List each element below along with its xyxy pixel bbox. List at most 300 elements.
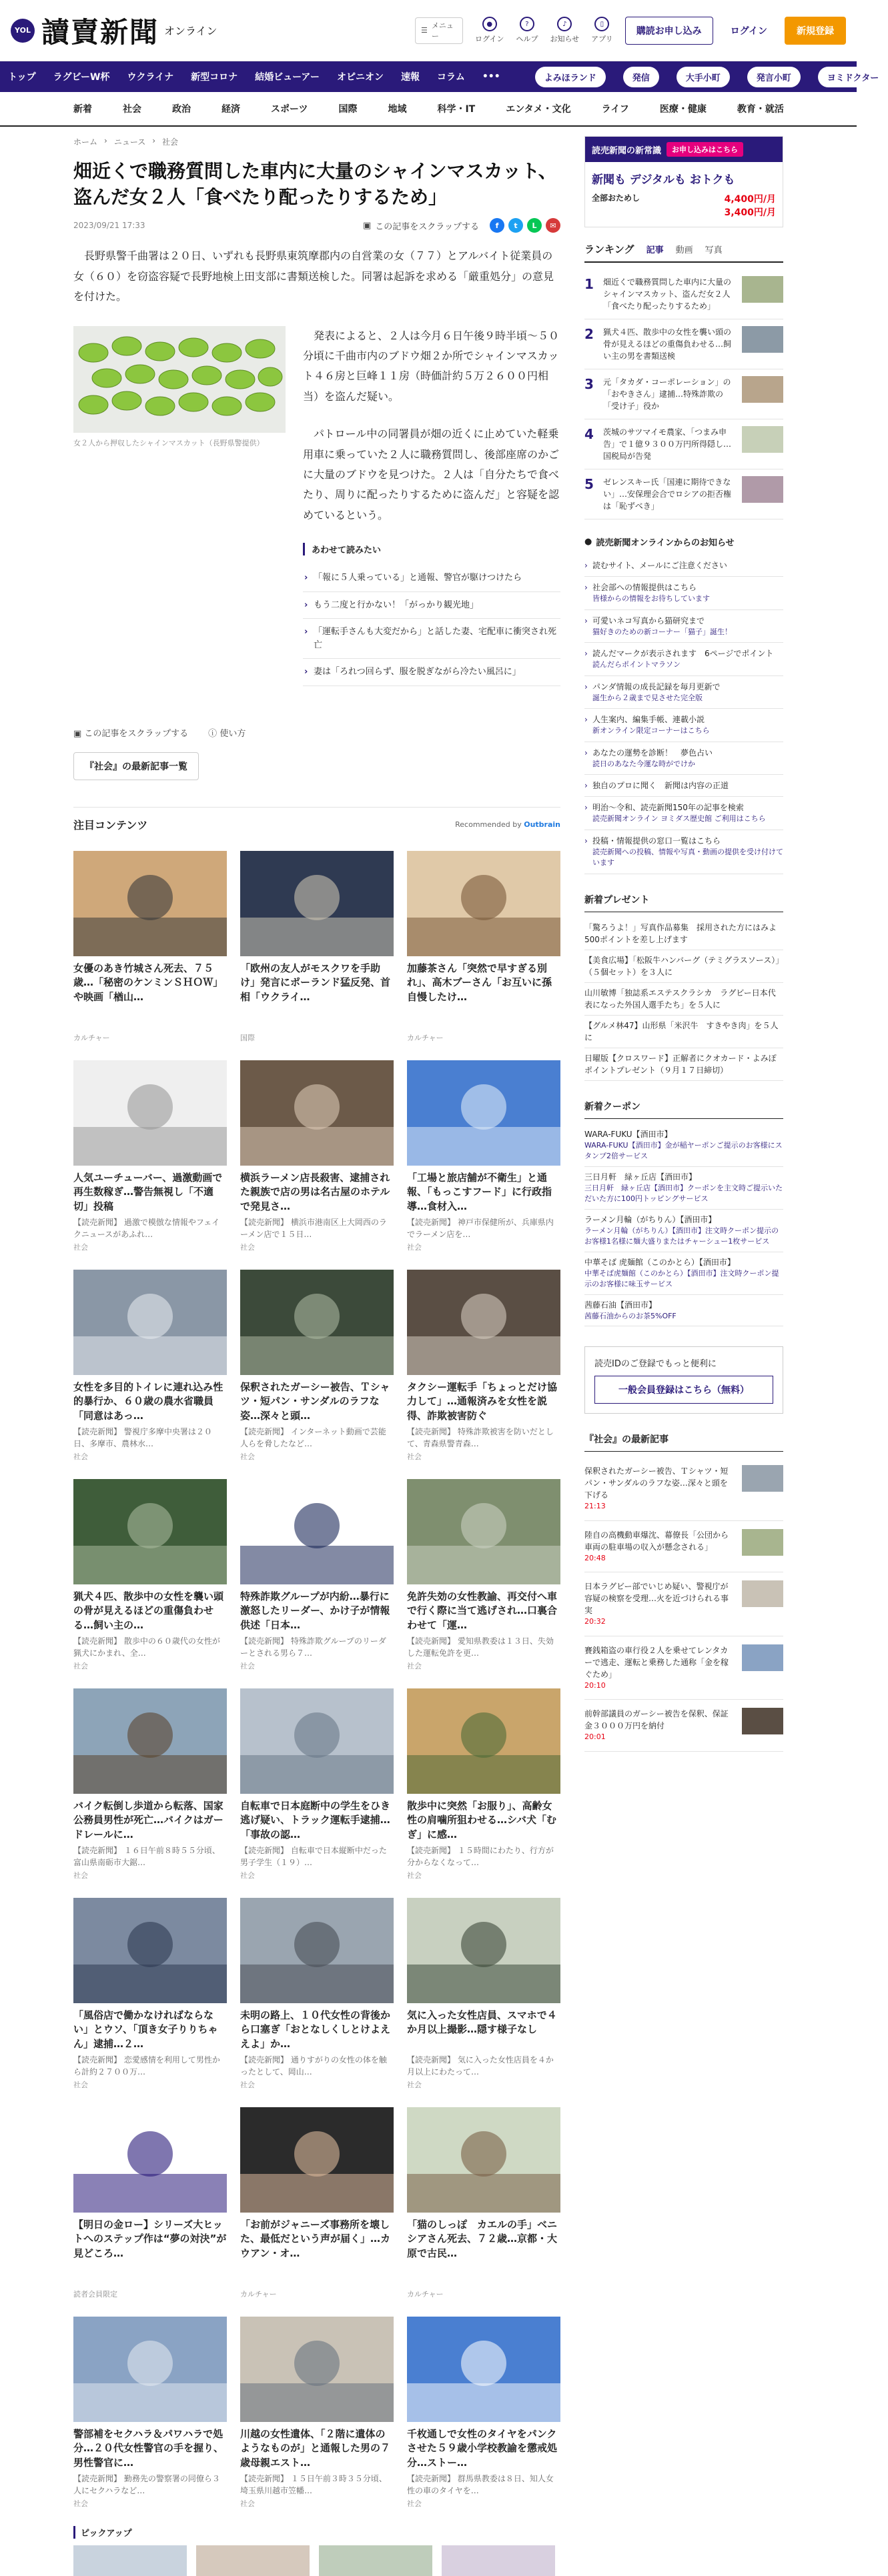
card-thumbnail[interactable] [73, 2317, 227, 2422]
recommended-label: Recommended by [455, 820, 522, 829]
latest-heading: 『社会』の最新記事 [584, 1432, 783, 1452]
card-thumbnail[interactable] [407, 1060, 560, 1166]
promo-line: 新聞も デジタルも おトクも [592, 173, 735, 187]
howto-button[interactable] [208, 726, 246, 739]
card-title[interactable]: バイク転倒し歩道から転落、国家公務員男性が死亡…バイクはガードレールに… [73, 1799, 224, 1841]
card-description: 【読売新聞】 勤務先の警察署の同僚ら３人にセクハラなど… [73, 2473, 220, 2495]
ribbon-item[interactable]: 新型コロナ [191, 72, 238, 83]
latest-text-block [584, 1465, 735, 1512]
tab-articles[interactable]: 記事 [646, 245, 664, 255]
card-source: 社会 [73, 2499, 88, 2508]
rank-number: 2 [584, 326, 594, 342]
latest-item[interactable] [584, 1521, 783, 1573]
article-date: 2023/09/21 17:33 [73, 221, 145, 231]
notice-list [584, 555, 783, 874]
site-logo-sub: オンライン [164, 25, 217, 37]
card-description: 【読売新聞】 自転車で日本縦断中だった男子学生（１９）… [240, 1845, 387, 1867]
card-image [240, 1898, 394, 2003]
card-thumbnail[interactable] [240, 1479, 394, 1584]
rank-thumbnail[interactable] [742, 426, 783, 453]
ribbon-pill[interactable]: ヨミドクター [818, 67, 888, 87]
header-login-icon-button[interactable] [475, 17, 504, 44]
ribbon-item[interactable]: コラム [436, 72, 465, 83]
site-logo[interactable]: 讀賣新聞 [41, 15, 159, 49]
latest-thumbnail[interactable] [742, 1529, 783, 1556]
notice-item[interactable] [584, 577, 783, 610]
info-icon: ● [584, 537, 592, 547]
grapes-photo[interactable] [73, 326, 286, 433]
ribbon-pill[interactable]: よみほランド [535, 67, 606, 87]
notice-item[interactable] [584, 742, 783, 776]
article-lead: 長野県警千曲署は２０日、いずれも長野県東筑摩郡内の自営業の女（７７）とアルバイト従業員の女（６０）を窃盗容疑で長野地検上田支部に書類送検した。同署は起訴を求める「厳重処分」の意見を付けた。 [73, 249, 554, 303]
latest-title[interactable]: 陸自の高機動車爆沈、幕僚長「公団から車両の駐車場の収入が懸念される」 [584, 1530, 729, 1552]
ribbon-item[interactable]: トップ [8, 72, 36, 83]
ribbon-item[interactable]: ラグビーW杯 [53, 72, 110, 83]
card-description [407, 1007, 560, 1031]
related-link[interactable]: › 「運転手さんも大変だから」と話した妻、宅配車に衝突され死亡 [303, 619, 560, 659]
coupon-detail: 三日月軒 緑ヶ丘店【酒田市】クーポンを主文時ご提示いただいた方に100円トッピングサービス [584, 1183, 783, 1203]
latest-time: 20:10 [584, 1680, 606, 1690]
coupon-item[interactable] [584, 1124, 783, 1167]
ribbon-pill[interactable]: 発言小町 [747, 67, 801, 87]
category-item[interactable]: 新着 [73, 104, 92, 115]
content-card[interactable] [240, 1270, 394, 1462]
rank-title[interactable]: 元「タカダ・コーポレーション」の「おやきさん」逮捕…特殊詐欺の「受け子」役か [603, 377, 731, 411]
coupon-item[interactable] [584, 1252, 783, 1295]
card-title[interactable]: 「欧州の友人がモスクワを手助け」発言にポーランド猛反発、首相「ウクライ… [240, 962, 391, 1004]
card-image [240, 1479, 394, 1584]
card-description: 【読売新聞】 特殊詐欺グループのリーダーとされる男ら７… [240, 1636, 386, 1658]
article-paragraph: パトロール中の同署員が畑の近くに止めていた軽乗用車に乗っていた２人に職務質問し、後部座席のかごに大量のブドウを見つけた。２人は「自分たちで食べたり、周りに配ったりするために盗んだ」と容疑を認めているという。 [303, 427, 560, 521]
card-image [407, 1270, 560, 1375]
attention-title: 注目コンテンツ [73, 818, 148, 832]
help-button[interactable] [516, 17, 538, 44]
attention-header [73, 807, 560, 832]
card-title[interactable]: 散歩中に突然「お服り」、高齢女性の肩噛所狙わせる…シバ犬「むぎ」に感… [407, 1799, 556, 1841]
notice-sub: 皆様からの情報をお待ちしています [592, 594, 710, 603]
header-icon-label: お知らせ [550, 35, 580, 43]
card-image [407, 1479, 560, 1584]
latest-title[interactable]: 日本ラグビー部でいじめ疑い、警視庁が容疑の検察を受理…火を近づけられる事実 [584, 1582, 729, 1615]
category-item[interactable]: 地域 [388, 104, 407, 115]
latest-text-block [584, 1529, 735, 1564]
category-item[interactable]: 教育・就活 [737, 104, 784, 115]
ribbon-pill[interactable]: 大手小町 [677, 67, 730, 87]
rank-number: 4 [584, 426, 594, 442]
card-description: 【読売新聞】 過激で模倣な情報やフェイクニュースがあふれ… [73, 1217, 220, 1239]
pickup-thumb[interactable] [73, 2545, 187, 2576]
rank-title[interactable]: 猟犬４匹、散歩中の女性を襲い頭の骨が見えるほどの重傷負わせる…飼い主の男を書類送検 [603, 327, 732, 361]
card-title[interactable]: 「工場と旅店舗が不衛生」と通報、「もっこすフード」に行政指導…食材入… [407, 1171, 552, 1213]
card-source: 社会 [240, 1452, 255, 1461]
card-thumbnail[interactable] [407, 1270, 560, 1375]
card-image [240, 1270, 394, 1375]
card-thumbnail[interactable] [73, 1060, 227, 1166]
notice-item[interactable] [584, 555, 783, 577]
category-item[interactable]: 政治 [172, 104, 191, 115]
rank-title[interactable]: 茨城のサツマイモ農家、「つまみ申告」で１億９３００万円所得隠し…国税局が告発 [603, 427, 732, 461]
card-thumbnail[interactable] [240, 851, 394, 956]
more-articles-button[interactable]: 『社会』の最新記事一覧 [73, 752, 199, 780]
signup-box [584, 1346, 783, 1414]
card-source: 社会 [407, 1661, 422, 1670]
notice-item[interactable] [584, 676, 783, 710]
card-image [407, 2107, 560, 2213]
card-thumbnail[interactable] [73, 1688, 227, 1794]
site-header [0, 0, 857, 61]
promo-price-row [592, 192, 776, 219]
content-card[interactable] [407, 1060, 560, 1252]
card-image [73, 1688, 227, 1794]
latest-time: 20:32 [584, 1617, 606, 1626]
card-title[interactable]: 「お前がジャニーズ事務所を壊した、最低だという声が届く」…カウアン・オ… [240, 2218, 391, 2260]
card-title[interactable]: タクシー運転手「ちょっとだけ協力して」…通報済みを女性を説得、詐欺被害防ぐ [407, 1380, 558, 1422]
pickup-heading: ピックアップ [73, 2526, 560, 2539]
facebook-icon[interactable]: f [490, 218, 504, 233]
rank-thumbnail[interactable] [742, 326, 783, 353]
rank-number: 1 [584, 276, 594, 292]
content-card[interactable] [240, 2317, 394, 2509]
card-description: 【読売新聞】 横浜市港南区上大岡西のラーメン店で１５日… [240, 1217, 387, 1239]
card-image [407, 1688, 560, 1794]
category-item[interactable]: エンタメ・文化 [506, 104, 571, 115]
card-image [73, 1270, 227, 1375]
coupon-item[interactable] [584, 1167, 783, 1210]
card-title[interactable]: 自転車で日本庭断中の学生をひき逃げ疑い、トラック運転手逮捕…「事故の認… [240, 1799, 391, 1841]
card-image [407, 851, 560, 956]
notice-text: › パンダ情報の成長記録を毎月更新で [592, 682, 721, 692]
rank-number: 3 [584, 376, 594, 392]
card-source: 国際 [240, 1033, 255, 1042]
promo-tag[interactable]: お申し込みはこちら [667, 142, 743, 157]
category-item[interactable]: 経済 [221, 104, 240, 115]
promo-price: 3,400円/月 [724, 207, 776, 218]
card-source: 社会 [407, 2499, 422, 2508]
main-column [73, 136, 560, 2576]
card-title[interactable]: 猟犬４匹、散歩中の女性を襲い頭の骨が見えるほどの重傷負わせる…飼い主の… [73, 1590, 224, 1632]
content-card[interactable] [407, 1479, 560, 1671]
category-item[interactable]: スポーツ [271, 104, 308, 115]
latest-item[interactable] [584, 1700, 783, 1752]
howto-label: 使い方 [219, 728, 246, 739]
notice-item[interactable] [584, 797, 783, 830]
notice-item[interactable] [584, 830, 783, 874]
notice-text: › 社会部への情報提供はこちら [592, 583, 697, 592]
card-description: 【読売新聞】 １５時間にわたり、行方が分からなくなって… [407, 1845, 554, 1867]
notice-text: › 可愛いネコ写真から猫研究まで [592, 615, 705, 625]
login-button[interactable]: ログイン [730, 25, 767, 37]
card-description [240, 1007, 394, 1031]
card-source: 社会 [73, 1661, 88, 1670]
content-card[interactable] [73, 2317, 227, 2509]
coupon-shop: WARA-FUKU【酒田市】 [584, 1129, 673, 1139]
category-nav [0, 92, 857, 127]
ranking-item[interactable] [584, 419, 783, 469]
content-card[interactable] [407, 851, 560, 1043]
card-title[interactable]: 「風俗店で働かなければならない」とウソ、「頂き女子りりちゃん」逮捕…２… [73, 2009, 218, 2051]
content-card[interactable] [240, 1479, 394, 1671]
outbrain-credit[interactable] [455, 820, 560, 829]
related-link[interactable]: › もう二度と行かない！「がっかり観光地」 [303, 592, 560, 619]
promo-price: 4,400円/月 [724, 194, 776, 205]
app-button[interactable] [591, 17, 613, 44]
content-card[interactable] [240, 1688, 394, 1880]
bell-icon: ♪ [557, 17, 572, 31]
grapes-illustration [73, 326, 286, 433]
line-icon[interactable]: L [527, 218, 542, 233]
card-title[interactable]: 川越の女性遺体、「２階に遺体のようなものが」と通報した男の７歳母親エスト… [240, 2427, 391, 2469]
pickup-thumb[interactable] [442, 2545, 555, 2576]
card-title[interactable]: 警部補をセクハラ＆パワハラで処分…２０代女性警官の手を握り、男性警官に… [73, 2427, 224, 2469]
card-title[interactable]: 特殊詐欺グループが内紛…暴行に激怒したリーダー、かけ子が情報供述「日本… [240, 1590, 390, 1632]
ranking-header [584, 242, 783, 263]
ranking-item[interactable] [584, 469, 783, 519]
coupon-detail: WARA-FUKU【酒田市】金が稲ヤーポンご提示のお客様にスタンプ2倍サービス [584, 1140, 783, 1160]
menu-label: メニュー [431, 21, 454, 41]
notice-text: › あなたの運勢を診断！ 夢色占い [592, 748, 713, 758]
card-image [240, 851, 394, 956]
subscribe-button[interactable]: 購読お申し込み [625, 17, 713, 45]
card-description: 【読売新聞】 散歩中の６０歳代の女性が猟犬にかまれ、全… [73, 1636, 220, 1658]
card-thumbnail[interactable] [73, 1270, 227, 1375]
category-item[interactable]: ライフ [601, 104, 629, 115]
notice-sub: 読売新聞オンライン ヨミダス歴史館 ご利用はこちら [592, 814, 766, 823]
coupon-list [584, 1124, 783, 1327]
card-title[interactable]: 保釈されたガーシー被告、Ｔシャツ・短パン・サンダルのラフな姿…深々と頭… [240, 1380, 390, 1422]
content-card[interactable] [407, 1898, 560, 2090]
rank-title[interactable]: 畑近くで職務質問した車内に大量のシャインマスカット、盗んだ女２人「食べたり配ったりするため」 [603, 277, 732, 311]
card-thumbnail[interactable] [407, 1898, 560, 2003]
latest-time: 20:01 [584, 1732, 606, 1741]
notice-text: › 人生案内、編集手帳、連載小説 [592, 715, 705, 724]
latest-thumbnail[interactable] [742, 1644, 783, 1671]
card-source: 社会 [407, 2080, 422, 2089]
content-card[interactable] [73, 1060, 227, 1252]
card-source: 社会 [240, 2499, 255, 2508]
scrap-bottom-label: この記事をスクラップする [84, 728, 189, 739]
attention-grid [73, 851, 560, 2509]
rank-number: 5 [584, 476, 594, 492]
latest-title[interactable]: 保釈されたガーシー被告、Ｔシャツ・短パン・サンダルのラフな姿…深々と頭を下げる [584, 1466, 729, 1500]
latest-item[interactable] [584, 1572, 783, 1636]
phone-icon: ▯ [594, 17, 609, 31]
category-item[interactable]: 医療・健康 [659, 104, 707, 115]
card-title[interactable]: 千枚通しで女性のタイヤをパンクさせた５９歳小学校教諭を懲戒処分…ストー… [407, 2427, 558, 2469]
present-item[interactable]: 【グルメ林47】山形県「米沢牛 すきやき肉」を５人に [584, 1016, 783, 1048]
signup-text: 読売IDのご登録でもっと便利に [594, 1359, 717, 1369]
card-thumbnail[interactable] [240, 1898, 394, 2003]
notice-sub: 読売新聞への投稿、情報や写真・動画の提供を受け付けています [592, 847, 783, 867]
outbrain-logo: Outbrain [524, 820, 560, 829]
card-thumbnail[interactable] [73, 1479, 227, 1584]
breadcrumb-item[interactable]: ニュース [113, 137, 146, 147]
scrap-button[interactable] [363, 219, 479, 232]
ribbon-item[interactable]: 速報 [400, 72, 420, 83]
content-card[interactable] [73, 2107, 227, 2299]
card-title[interactable]: 気に入った女性店員、スマホで４か月以上撮影…隠す様子なし [407, 2009, 557, 2036]
card-thumbnail[interactable] [407, 1479, 560, 1584]
register-button[interactable]: 新規登録 [785, 17, 846, 45]
ranking-item[interactable] [584, 319, 783, 369]
card-description: 【読売新聞】 １６日午前８時５５分頃、富山県南砺市大鋸… [73, 1845, 220, 1867]
card-title[interactable]: 女性を多目的トイレに連れ込み性的暴行か、６０歳の農水省職員「同意はあっ… [73, 1380, 224, 1422]
card-thumbnail[interactable] [407, 851, 560, 956]
card-thumbnail[interactable] [73, 2107, 227, 2213]
content-card[interactable] [73, 851, 227, 1043]
card-source: カルチャー [407, 2289, 444, 2299]
promo-full: 全部おためし [592, 193, 640, 203]
latest-thumbnail[interactable] [742, 1465, 783, 1492]
coupon-shop: 中華そば 虎麺館（このかとら）【酒田市】 [584, 1257, 735, 1267]
ribbon-item[interactable]: ウクライナ [127, 72, 174, 83]
notice-item[interactable] [584, 610, 783, 643]
content-card[interactable] [240, 1898, 394, 2090]
latest-title[interactable]: 前幹部議員のガーシー被告を保釈、保証金３０００万円を納付 [584, 1709, 729, 1730]
ribbon-item[interactable]: オピニオン [336, 72, 384, 83]
article-text [303, 326, 560, 686]
coupon-heading: 新着クーポン [584, 1100, 783, 1119]
latest-thumbnail[interactable] [742, 1708, 783, 1734]
card-description: 【読売新聞】 インターネット動画で芸能人らを脅したなど… [240, 1426, 386, 1448]
notice-heading [584, 535, 783, 548]
signup-button[interactable]: 一般会員登録はこちら（無料） [594, 1376, 773, 1404]
breadcrumb [73, 136, 560, 147]
article-paragraph: 発表によると、２人は今月６日午後９時半頃〜５０分頃に千曲市内のブドウ畑２か所でシャインマスカット４６房と巨峰１１房（時価計約５万２６００円相当）を盗んだ疑い。 [303, 329, 560, 403]
present-item[interactable]: 日曜版【クロスワード】正解者にクオカード・よみぽポイントプレゼント（９月１７日締切） [584, 1048, 783, 1081]
rank-thumbnail[interactable] [742, 476, 783, 503]
yol-logo-icon[interactable]: YOL [11, 19, 35, 43]
latest-item[interactable] [584, 1457, 783, 1521]
card-thumbnail[interactable] [73, 1898, 227, 2003]
category-item[interactable]: 社会 [123, 104, 141, 115]
card-image [240, 2317, 394, 2422]
notice-title: 読売新聞オンラインからのお知らせ [596, 538, 735, 548]
content-card[interactable] [240, 851, 394, 1043]
card-title[interactable]: 人気ユーチューバー、過激動画で再生数稼ぎ…警告無視し「不適切」投稿 [73, 1171, 223, 1213]
card-image [73, 1898, 227, 2003]
category-item[interactable]: 国際 [338, 104, 358, 115]
card-thumbnail[interactable] [240, 1060, 394, 1166]
related-link[interactable]: › 「報に５人乗っている」と通報、警官が駆けつけたら [303, 565, 560, 592]
related-link[interactable]: › 妻は「ろれつ回らず、服を脱ぎながら冷たい風呂に」 [303, 659, 560, 686]
card-source: 社会 [73, 1242, 88, 1252]
card-thumbnail[interactable] [240, 2317, 394, 2422]
card-title[interactable]: 【明日の金ロー】シリーズ大ヒットへのステップ作は“夢の対決”が見どころ… [73, 2218, 227, 2260]
content-card[interactable] [407, 2107, 560, 2299]
present-item[interactable]: 【美食広場】「松阪牛ハンバーグ（テミグラスソース）」（５個セット）を３人に [584, 950, 783, 983]
card-source: 社会 [73, 1870, 88, 1880]
ranking-item[interactable] [584, 369, 783, 419]
card-source: カルチャー [240, 2289, 277, 2299]
card-description: 【読売新聞】 警視庁多摩中央署は２０日、多摩市、農林水… [73, 1426, 212, 1448]
coupon-item[interactable] [584, 1295, 783, 1327]
pickup-thumb[interactable] [196, 2545, 310, 2576]
content-card[interactable] [240, 1060, 394, 1252]
rank-title[interactable]: ゼレンスキー氏「国連に期待できない」…安保理会合でロシアの拒否権は「恥ずべき」 [603, 477, 732, 511]
latest-item[interactable] [584, 1636, 783, 1700]
rank-thumbnail[interactable] [742, 376, 783, 403]
content-card[interactable] [407, 2317, 560, 2509]
card-title[interactable]: 「猫のしっぽ カエルの手」ベニシアさん死去、７２歳…京都・大原で古民… [407, 2218, 558, 2260]
latest-text-block [584, 1708, 735, 1743]
present-item[interactable]: 山川敏博「独誌系エステスクラシカ ラグビー日本代表になった外国人選手たち」を５人に [584, 983, 783, 1016]
card-image [73, 2317, 227, 2422]
content-card[interactable] [73, 1270, 227, 1462]
menu-button[interactable] [415, 17, 463, 44]
content-card[interactable] [73, 1688, 227, 1880]
latest-thumbnail[interactable] [742, 1580, 783, 1607]
twitter-icon[interactable]: t [508, 218, 523, 233]
ribbon-pill[interactable]: 発信 [623, 67, 659, 87]
card-description: 【読売新聞】 群馬県教委は８日、知人女性の車のタイヤを… [407, 2473, 554, 2495]
coupon-shop: 三日月軒 緑ヶ丘店【酒田市】 [584, 1172, 697, 1182]
category-item[interactable]: 科学・IT [437, 104, 476, 115]
pickup-thumb[interactable] [319, 2545, 432, 2576]
bookmark-icon: ▣ [73, 728, 85, 739]
card-thumbnail[interactable] [407, 1688, 560, 1794]
present-item[interactable]: 「驚ろうよ！」写真作品募集 採用された方にはみよ500ポイントを差し上げます [584, 918, 783, 950]
card-title[interactable]: 加藤茶さん「突然で早すぎる別れ」、高木ブーさん「お互いに孫自慢したけ… [407, 962, 552, 1004]
card-thumbnail[interactable] [407, 2107, 560, 2213]
card-title[interactable]: 未明の路上、１０代女性の背後から口塞ぎ「おとなしくしとけよええよ」か… [240, 2009, 391, 2051]
header-icon-label: ログイン [475, 35, 504, 43]
promo-banner[interactable] [584, 136, 783, 227]
notification-button[interactable] [550, 17, 579, 44]
related-heading: あわせて読みたい [303, 543, 560, 555]
latest-text-block [584, 1580, 735, 1628]
content-card[interactable] [73, 1479, 227, 1671]
notice-sub: 誕生から２歳まで見させた完全版 [592, 693, 703, 702]
notice-sub: 猫好きのための新コーナー「猫子」誕生！ [592, 627, 732, 636]
breadcrumb-item[interactable]: ホーム [73, 137, 98, 147]
card-description: 【読売新聞】 通りすがりの女性の体を触ったとして、岡山… [240, 2055, 387, 2077]
card-thumbnail[interactable] [407, 2317, 560, 2422]
breadcrumb-item[interactable]: 社会 [162, 137, 179, 147]
content-card[interactable] [407, 1270, 560, 1462]
ranking-item[interactable] [584, 269, 783, 319]
content-card[interactable] [407, 1688, 560, 1880]
card-image [407, 1898, 560, 2003]
card-source: 社会 [407, 1870, 422, 1880]
notice-item[interactable] [584, 775, 783, 797]
scrap-bottom-button[interactable] [73, 726, 188, 739]
card-thumbnail[interactable] [240, 1688, 394, 1794]
ribbon-item[interactable]: 結婚ビューアー [255, 72, 320, 83]
promo-header [585, 137, 783, 162]
content-card[interactable] [240, 2107, 394, 2299]
pickup-row [73, 2545, 560, 2576]
card-thumbnail[interactable] [240, 2107, 394, 2213]
coupon-item[interactable] [584, 1210, 783, 1252]
card-title[interactable]: 女優のあき竹城さん死去、７５歳…「秘密のケンミンＳＨＯＷ」や映画「楢山… [73, 962, 224, 1004]
card-thumbnail[interactable] [73, 851, 227, 956]
card-title[interactable]: 横浜ラーメン店長殺害、逮捕された親族で店の男は名古屋のホテルで発見さ… [240, 1171, 390, 1213]
latest-title[interactable]: 賽銭箱盗の車行役２人を乗せてレンタカーで逃走、運転と乗務した通称「金を稼ぐため」 [584, 1645, 729, 1679]
card-title[interactable]: 免許失効の女性教諭、再交付へ車で行く際に当て逃げされ…口裏合わせて「運… [407, 1590, 558, 1632]
rank-thumbnail[interactable] [742, 276, 783, 303]
tab-photos[interactable]: 写真 [705, 245, 723, 255]
tab-videos[interactable]: 動画 [675, 245, 693, 255]
notice-item[interactable] [584, 709, 783, 742]
notice-sub: 読んだらポイントマラソン [592, 660, 681, 669]
ribbon-more[interactable]: ••• [482, 71, 500, 82]
mail-icon[interactable]: ✉ [546, 218, 560, 233]
notice-text: › 投稿・情報提供の窓口一覧はこちら [592, 836, 721, 846]
notice-item[interactable] [584, 643, 783, 676]
breadcrumb-sep: › [104, 136, 107, 145]
card-thumbnail[interactable] [240, 1270, 394, 1375]
content-card[interactable] [73, 1898, 227, 2090]
